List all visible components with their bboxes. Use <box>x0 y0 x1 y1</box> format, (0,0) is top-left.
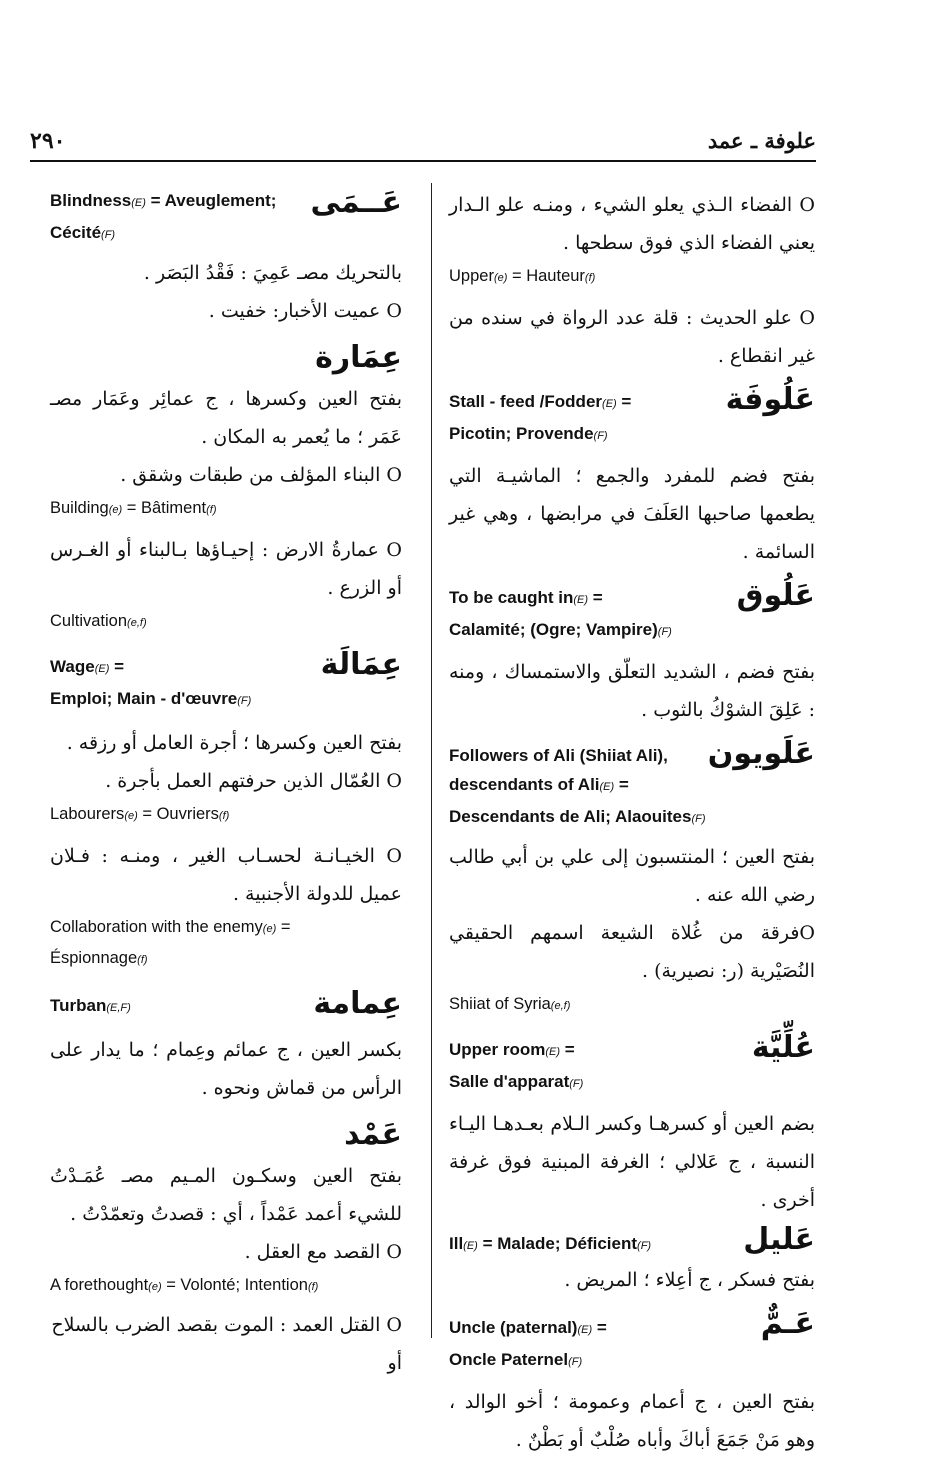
definition: O عميت الأخبار: خفيت . <box>208 300 402 322</box>
english-equivalent: Turban(E,F) <box>50 996 131 1015</box>
left-column <box>50 186 402 1388</box>
running-title: علوفة ـ عمد <box>707 128 816 153</box>
headword: عُلِّيَّة <box>751 1030 815 1065</box>
english-equivalent: Ill(E) = Malade; Déficient(F) <box>449 1234 652 1253</box>
english-equivalent: Blindness(E) = Aveuglement; Cécité(F) <box>50 191 277 242</box>
entry-alawiyun <box>449 736 815 1021</box>
entry-imara <box>50 340 402 638</box>
definition: O العُمّال الذين حرفتهم العمل بأجرة . <box>105 770 402 792</box>
definition: O البناء المؤلف من طبقات وشقق . <box>120 464 402 486</box>
headword: عَلَويون <box>707 736 815 771</box>
translation: Building(e) = Bâtiment(f) <box>50 499 217 517</box>
entry-ulliyya <box>449 1030 815 1219</box>
english-equivalent: Wage(E) = Emploi; Main - d'œuvre(F) <box>50 657 252 708</box>
entry-amd <box>50 1117 402 1382</box>
definition: بفتح العين ، ج أعمام وعمومة ؛ أخو الوالد ، وهو مَنْ جَمَعَ أباكَ وأباه صُلْبٌ أو بَطْنٌ . <box>449 1391 815 1451</box>
translation: Upper(e) = Hauteur(f) <box>449 267 596 285</box>
header-rule <box>30 160 816 162</box>
definition: Oفرقة من غُلاة الشيعة اسمهم الحقيقي النُصَيْرية (ر: نصيرية) . <box>449 922 815 982</box>
definition: O القتل العمد : الموت بقصد الضرب بالسلاح أو <box>51 1314 402 1374</box>
translation: A forethought(e) = Volonté; Intention(f) <box>50 1276 319 1294</box>
headword: عَلُوق <box>736 578 815 613</box>
definition: O الخيـانـة لحسـاب الغير ، ومنـه : فـلان عميل للدولة الأجنبية . <box>50 845 402 905</box>
english-equivalent: To be caught in(E) = Calamité; (Ogre; Vampire)(F) <box>449 588 672 639</box>
english-equivalent: Upper room(E) = Salle d'apparat(F) <box>449 1040 584 1091</box>
definition: O الفضاء الـذي يعلو الشيء ، ومنـه علو الـدار يعني الفضاء الذي فوق سطحها . <box>449 194 815 254</box>
headword: عَـمٌّ <box>760 1306 815 1341</box>
english-equivalent: Uncle (paternal)(E) = Oncle Paternel(F) <box>449 1318 607 1369</box>
entry-imala <box>50 647 402 975</box>
translation: Cultivation(e,f) <box>50 612 147 630</box>
definition: بالتحريك مصـ عَمِيَ : فَقْدُ البَصَر . <box>143 262 402 284</box>
headword: عَــمَى <box>310 185 402 220</box>
english-equivalent: Followers of Ali (Shiiat Ali), descendants of Ali(E) = Descendants de Ali; Alaouites(F) <box>449 746 706 826</box>
definition: O القصد مع العقل . <box>244 1241 402 1263</box>
entry-ulufa <box>449 382 815 571</box>
definition: بفتح فضم ، الشديد التعلّق والاستمساك ، ومنه : عَلِقَ الشوْكُ بالثوب . <box>449 661 815 721</box>
headword: عَلُوفَة <box>725 382 815 417</box>
entry-imama <box>50 986 402 1107</box>
definition: O عمارةُ الارض : إحيـاؤها بـالبناء أو الغـرس أو الزرع . <box>50 539 402 599</box>
definition: بضم العين أو كسرهـا وكسر الـلام بعـدهـا اليـاء النسبة ، ج عَلالي ؛ الغرفة المبنية فوق غرفة أخرى . <box>449 1113 815 1211</box>
entry-uluq <box>449 578 815 729</box>
definition: O علو الحديث : قلة عدد الرواة في سنده من غير انقطاع . <box>449 307 815 367</box>
page-number: ٢٩٠ <box>30 128 66 154</box>
translation: Collaboration with the enemy(e) = Éspionnage(f) <box>50 918 291 967</box>
entry-alil <box>449 1222 815 1299</box>
headword: عَمْد <box>344 1117 402 1152</box>
definition: بكسر العين ، ج عمائم وعِمام ؛ ما يدار على الرأس من قماش ونحوه . <box>50 1039 402 1099</box>
translation: Shiiat of Syria(e,f) <box>449 995 571 1013</box>
right-column <box>449 186 815 1465</box>
headword: عِمَالَة <box>320 647 402 682</box>
headword: عِمَارة <box>315 340 402 375</box>
definition: بفتح العين وكسرها ؛ أجرة العامل أو رزقه . <box>66 732 402 754</box>
definition: بفتح فسكر ، ج أعِلاء ؛ المريض . <box>564 1269 815 1291</box>
column-divider <box>431 183 432 1338</box>
headword: عَليل <box>743 1222 815 1257</box>
entry-ulw <box>449 186 815 375</box>
translation: Labourers(e) = Ouvriers(f) <box>50 805 230 823</box>
definition: بفتح العين ؛ المنتسبون إلى علي بن أبي طالب رضي الله عنه . <box>449 846 815 906</box>
definition: بفتح فضم للمفرد والجمع ؛ الماشيـة التي يطعمها صاحبها العَلَفَ في مرابضها ، وهي غير السائمة . <box>449 465 815 563</box>
headword: عِمامة <box>313 986 402 1021</box>
english-equivalent: Stall - feed /Fodder(E) = Picotin; Provende(F) <box>449 392 632 443</box>
definition: بفتح العين وسكـون المـيم مصـ عُمَـدْتُ للشيء أعمد عَمْداً ، أي : قصدتُ وتعمّدْتُ . <box>50 1165 402 1225</box>
definition: بفتح العين وكسرها ، ج عمائِر وعَمَار مصـ عَمَر ؛ ما يُعمر به المكان . <box>50 388 402 448</box>
entry-amm <box>449 1306 815 1459</box>
entry-amaa <box>50 186 402 330</box>
